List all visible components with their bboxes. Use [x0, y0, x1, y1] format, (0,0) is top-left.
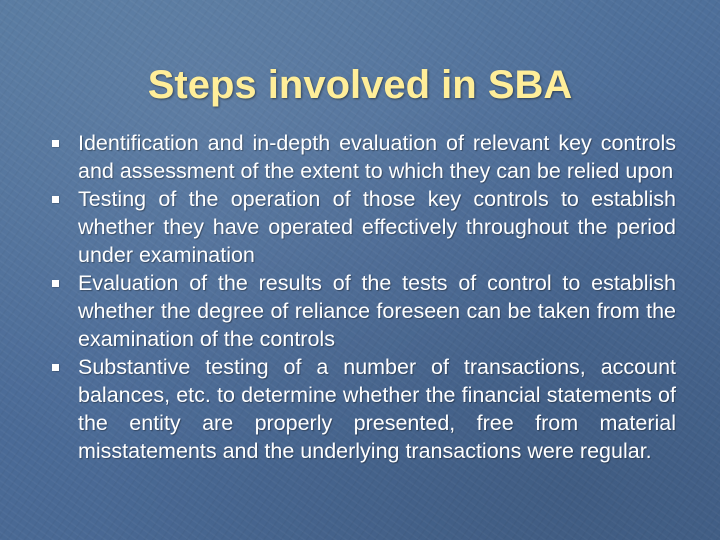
bullet-text: Identification and in-depth evaluation of relevant key controls and assessment of the extent to which they can be relied upon [78, 131, 676, 183]
slide-title: Steps involved in SBA [147, 63, 573, 107]
bullet-item [52, 353, 676, 465]
bullet-text: Substantive testing of a number of transactions, account balances, etc. to determine whether the financial statements of the entity are properly presented, free from material misstatements and the underlying transactions were regular. [78, 355, 676, 463]
square-bullet-icon [52, 280, 59, 287]
bullet-item [52, 185, 676, 269]
bullet-text: Testing of the operation of those key controls to establish whether they have operated effectively throughout the period under examination [78, 187, 676, 267]
square-bullet-icon [52, 196, 59, 203]
square-bullet-icon [52, 140, 59, 147]
bullet-item [52, 129, 676, 185]
bullet-item [52, 269, 676, 353]
bullet-text: Evaluation of the results of the tests of control to establish whether the degree of reliance foreseen can be taken from the examination of the controls [78, 271, 676, 351]
bullet-list [52, 129, 676, 465]
square-bullet-icon [52, 364, 59, 371]
